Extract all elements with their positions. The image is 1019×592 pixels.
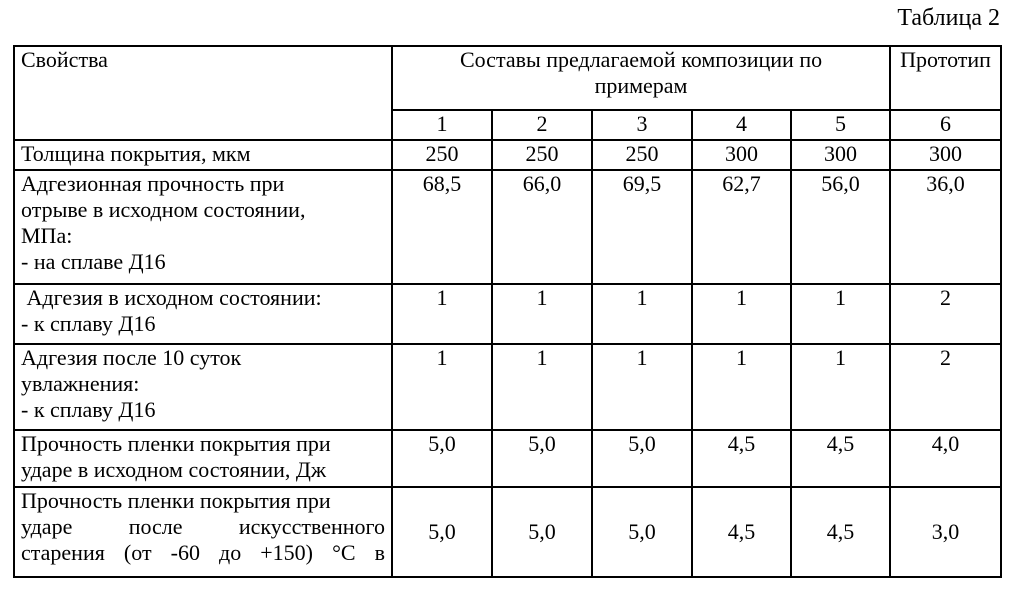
- table-row: [14, 344, 1001, 430]
- row-label-line: отрыве в исходном состоянии,: [21, 197, 306, 222]
- table-cell: 36,0: [890, 170, 1001, 284]
- table-cell: 5,0: [392, 487, 492, 577]
- row-label: [14, 487, 392, 577]
- table-cell: 4,0: [890, 430, 1001, 487]
- row-label-line: старения (от -60 до +150) °С в: [21, 540, 385, 565]
- table-cell: 300: [692, 140, 791, 170]
- table-cell: 4,5: [791, 487, 890, 577]
- header-number: 1: [392, 110, 492, 140]
- table-cell: 300: [890, 140, 1001, 170]
- table-cell: 1: [392, 284, 492, 344]
- row-label-line: ударе после искусственного: [21, 514, 385, 539]
- row-label: [14, 344, 392, 430]
- table-cell: 5,0: [592, 430, 692, 487]
- table-cell: 4,5: [692, 487, 791, 577]
- row-label-line: - к сплаву Д16: [21, 397, 156, 422]
- table-cell: 62,7: [692, 170, 791, 284]
- header-number: 2: [492, 110, 592, 140]
- table-cell: 68,5: [392, 170, 492, 284]
- row-label-line: - к сплаву Д16: [21, 311, 156, 336]
- table-cell: 300: [791, 140, 890, 170]
- table-cell: 250: [392, 140, 492, 170]
- header-number: 4: [692, 110, 791, 140]
- table-cell: 3,0: [890, 487, 1001, 577]
- table-cell: 1: [592, 284, 692, 344]
- row-label-line: ударе в исходном состоянии, Дж: [21, 457, 327, 482]
- header-properties: Свойства: [14, 46, 392, 140]
- row-label-line: увлажнения:: [21, 371, 140, 396]
- row-label-line: Прочность пленки покрытия при: [21, 488, 331, 513]
- table-cell: 5,0: [592, 487, 692, 577]
- table-cell: 4,5: [692, 430, 791, 487]
- table-cell: 2: [890, 344, 1001, 430]
- table-caption: Таблица 2: [897, 5, 1000, 31]
- table-cell: 250: [492, 140, 592, 170]
- table-row: [14, 284, 1001, 344]
- header-prototype: Прототип: [890, 46, 1001, 110]
- table-cell: 66,0: [492, 170, 592, 284]
- table-cell: 1: [392, 344, 492, 430]
- row-label: [14, 140, 392, 170]
- row-label-line: - на сплаве Д16: [21, 249, 166, 274]
- table-row: [14, 170, 1001, 284]
- row-label: [14, 430, 392, 487]
- header-compositions: [392, 46, 890, 110]
- table-cell: 250: [592, 140, 692, 170]
- row-label: [14, 170, 392, 284]
- table-cell: 1: [791, 284, 890, 344]
- table-cell: 1: [492, 284, 592, 344]
- table-cell: 2: [890, 284, 1001, 344]
- table-row: [14, 487, 1001, 577]
- row-label: [14, 284, 392, 344]
- table-cell: 1: [492, 344, 592, 430]
- table-cell: 5,0: [392, 430, 492, 487]
- table-cell: 1: [592, 344, 692, 430]
- header-number: 3: [592, 110, 692, 140]
- table-cell: 1: [692, 284, 791, 344]
- row-label-line: МПа:: [21, 223, 73, 248]
- table-cell: 5,0: [492, 487, 592, 577]
- row-label-line: Толщина покрытия, мкм: [21, 141, 251, 166]
- header-row: [14, 46, 1001, 110]
- table-cell: 4,5: [791, 430, 890, 487]
- header-compositions-line: примерам: [594, 73, 688, 98]
- table-cell: 1: [791, 344, 890, 430]
- row-label-line: Адгезионная прочность при: [21, 171, 285, 196]
- row-label-line: Адгезия в исходном состоянии:: [21, 285, 322, 310]
- table-row: [14, 140, 1001, 170]
- table-cell: 5,0: [492, 430, 592, 487]
- header-number: 6: [890, 110, 1001, 140]
- table-row: [14, 430, 1001, 487]
- header-compositions-line: Составы предлагаемой композиции по: [459, 47, 823, 72]
- header-number: 5: [791, 110, 890, 140]
- table-cell: 1: [692, 344, 791, 430]
- row-label-line: Прочность пленки покрытия при: [21, 431, 331, 456]
- row-label-line: Адгезия после 10 суток: [21, 345, 242, 370]
- properties-table: [13, 45, 1002, 578]
- table-cell: 56,0: [791, 170, 890, 284]
- table-cell: 69,5: [592, 170, 692, 284]
